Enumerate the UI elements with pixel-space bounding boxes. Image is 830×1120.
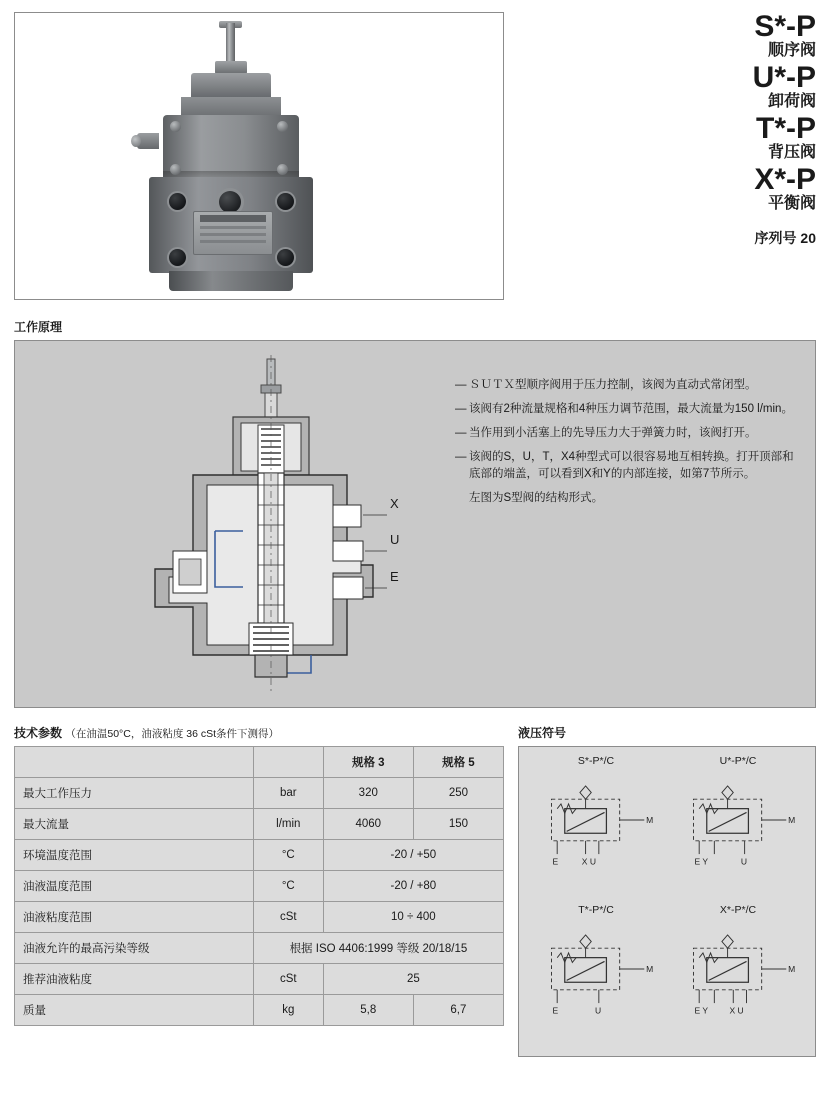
product-code: S*-P [754, 10, 816, 43]
svg-text:E Y: E Y [694, 1005, 709, 1016]
symbol-caption: U*-P*/C [719, 755, 757, 767]
dash-icon: — [455, 451, 467, 463]
svg-text:X U: X U [729, 1005, 744, 1016]
symbol-diagram-x [667, 916, 809, 1030]
symbols-section-title: 液压符号 [518, 726, 567, 740]
product-photo [14, 12, 504, 300]
technical-data-table [14, 746, 504, 1026]
principle-section-title: 工作原理 [14, 320, 63, 334]
valve-photo-illustration [107, 21, 357, 293]
serial-number: 序列号 20 [754, 230, 816, 246]
product-name: 顺序阀 [767, 42, 816, 59]
bullet-item: — ＳＵＴＸ型顺序阀用于压力控制，该阀为直动式常闭型。 [455, 377, 800, 394]
table-row: 油液粘度范围 cSt 10 ÷ 400 [15, 902, 504, 933]
svg-text:M: M [788, 814, 796, 825]
dash-icon: — [455, 403, 467, 415]
symbol-cell-t [525, 902, 667, 1051]
table-row: 最大工作压力 bar 320 250 [15, 778, 504, 809]
product-code: T*-P [756, 112, 816, 145]
hydraulic-symbols-wrap [504, 746, 816, 1057]
svg-text:E: E [552, 856, 559, 867]
symbol-caption: S*-P*/C [577, 755, 615, 767]
symbol-diagram-u [667, 767, 809, 881]
table-row: 最大流量 l/min 4060 150 [15, 809, 504, 840]
tech-section-title: 技术参数 （在油温50°C，油液粘度 36 cSt条件下测得） [14, 726, 280, 740]
port-label-e: E [390, 569, 399, 584]
lower-area [0, 746, 830, 1057]
svg-text:U: U [740, 856, 747, 867]
product-block-0 [514, 12, 816, 61]
table-header-row: 规格 3 规格 5 [15, 747, 504, 778]
table-row: 环境温度范围 °C -20 / +50 [15, 840, 504, 871]
hydraulic-symbols-box [518, 746, 816, 1057]
product-block-2 [514, 114, 816, 163]
principle-diagram-box [14, 340, 816, 708]
bullet-item: — 该阀的S，U，T，X4种型式可以很容易地互相转换。打开顶部和底部的端盖，可以看到X和Y的内部连接，如第7节所示。 [455, 449, 800, 483]
product-code: X*-P [754, 163, 816, 196]
dash-icon: — [455, 379, 467, 391]
port-label-u: U [390, 532, 400, 547]
table-row: 推荐油液粘度 cSt 25 [15, 964, 504, 995]
valve-cross-section-diagram [115, 355, 445, 695]
product-name: 平衡阀 [767, 195, 816, 212]
symbol-caption: T*-P*/C [578, 903, 614, 916]
table-row: 质量 kg 5,8 6,7 [15, 995, 504, 1026]
table-row: 油液允许的最高污染等级 根据 ISO 4406:1999 等级 20/18/15 [15, 933, 504, 964]
product-block-3 [514, 165, 816, 214]
principle-bullet-list [455, 377, 800, 507]
svg-text:E: E [552, 1005, 559, 1016]
product-code-list [504, 12, 816, 300]
bullet-item: — 当作用到小活塞上的先导压力大于弹簧力时，该阀打开。 [455, 425, 800, 442]
product-name: 背压阀 [767, 144, 816, 161]
symbol-diagram-s [525, 767, 667, 881]
svg-text:M: M [788, 963, 796, 974]
table-row: 油液温度范围 °C -20 / +80 [15, 871, 504, 902]
svg-text:M: M [646, 814, 654, 825]
product-block-1 [514, 63, 816, 112]
symbol-cell-s [525, 753, 667, 902]
svg-text:X U: X U [581, 856, 596, 867]
dash-icon: — [455, 427, 467, 439]
symbol-cell-x [667, 902, 809, 1051]
tech-table-wrap [14, 746, 504, 1057]
symbol-diagram-t [525, 916, 667, 1030]
svg-text:U: U [595, 1005, 602, 1016]
symbol-caption: X*-P*/C [719, 903, 757, 916]
product-name: 卸荷阀 [767, 93, 816, 110]
svg-text:M: M [646, 963, 654, 974]
symbol-cell-u [667, 753, 809, 902]
product-code: U*-P [752, 61, 816, 94]
bullet-item: — 该阀有2种流量规格和4种压力调节范围，最大流量为150 l/min。 [455, 401, 800, 418]
svg-text:E Y: E Y [694, 856, 709, 867]
principle-note: 左图为S型阀的结构形式。 [469, 492, 604, 504]
port-label-x: X [390, 496, 399, 511]
header-area [0, 0, 830, 300]
